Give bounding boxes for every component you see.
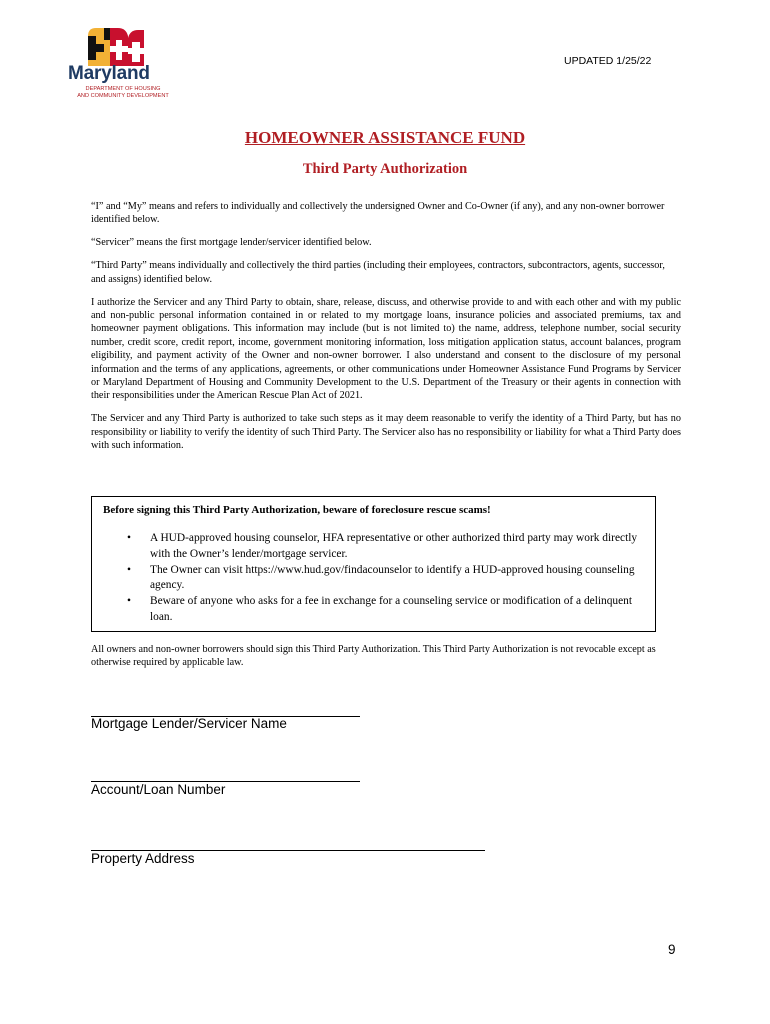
scam-warning-heading: Before signing this Third Party Authorization, beware of foreclosure rescue scams! xyxy=(103,504,491,516)
property-address-label: Property Address xyxy=(91,851,195,866)
list-item: • Beware of anyone who asks for a fee in exchange for a counseling service or modification of a delinquent loan. xyxy=(150,594,645,625)
document-body xyxy=(91,200,681,462)
authorization-paragraph: I authorize the Servicer and any Third Party to obtain, share, release, discuss, and otherwise provide to and with each other and with my public and non-public personal information contained in or related to my mortgage loans, insurance policies and associated premiums, tax and homeowner payment obligations. This information may include (but is not limited to) the name, address, telephone number, social security number, credit score, credit report, income, government monitoring information, loss mitigation application status, account balances, program eligibility, and payment activity of the Owner and non-owner borrower. I also understand and consent to the disclosure of my personal information and the terms of any applications, agreements, or other communications under Homeowner Assistance Fund Programs by Servicer or Maryland Department of Housing and Community Development to the U.S. Department of the Treasury or their agents in connection with their responsibilities under the American Rescue Plan Act of 2021. xyxy=(91,296,681,402)
logo-department-text: DEPARTMENT OF HOUSING AND COMMUNITY DEVELOPMENT xyxy=(77,86,169,99)
page-number: 9 xyxy=(668,942,676,957)
document-title: HOMEOWNER ASSISTANCE FUND xyxy=(244,128,526,147)
list-item: • The Owner can visit https://www.hud.gov/findacounselor to identify a HUD-approved housing counseling agency. xyxy=(150,563,645,594)
definition-servicer: “Servicer” means the first mortgage lender/servicer identified below. xyxy=(91,237,372,249)
updated-date: UPDATED 1/25/22 xyxy=(564,55,652,67)
closing-statement: All owners and non-owner borrowers should sign this Third Party Authorization. This Third Party Authorization is not revocable except as otherwise required by applicable law. xyxy=(91,644,656,669)
document-subtitle: Third Party Authorization xyxy=(302,161,468,177)
scam-warning-list xyxy=(150,531,645,626)
list-item: • A HUD-approved housing counselor, HFA representative or other authorized third party may work directly with the Owner’s lender/mortgage servicer. xyxy=(150,531,645,562)
scam-warning-box xyxy=(91,496,656,632)
loan-number-label: Account/Loan Number xyxy=(91,782,226,797)
verification-paragraph: The Servicer and any Third Party is authorized to take such steps as it may deem reasonable to verify the identity of a Third Party, but has no responsibility or liability to verify the identity of such Third Party. The Servicer also has no responsibility or liability for what a Third Party does with such information. xyxy=(91,413,681,452)
definition-third-party: “Third Party” means individually and collectively the third parties (including their employees, contractors, subcontractors, agents, successor, and assigns) identified below. xyxy=(91,260,665,285)
logo-wordmark: Maryland xyxy=(68,63,150,84)
definition-i-my: “I” and “My” means and refers to individually and collectively the undersigned Owner and Co-Owner (if any), and any non-owner borrower identified below. xyxy=(91,201,665,226)
servicer-name-label: Mortgage Lender/Servicer Name xyxy=(91,716,287,731)
